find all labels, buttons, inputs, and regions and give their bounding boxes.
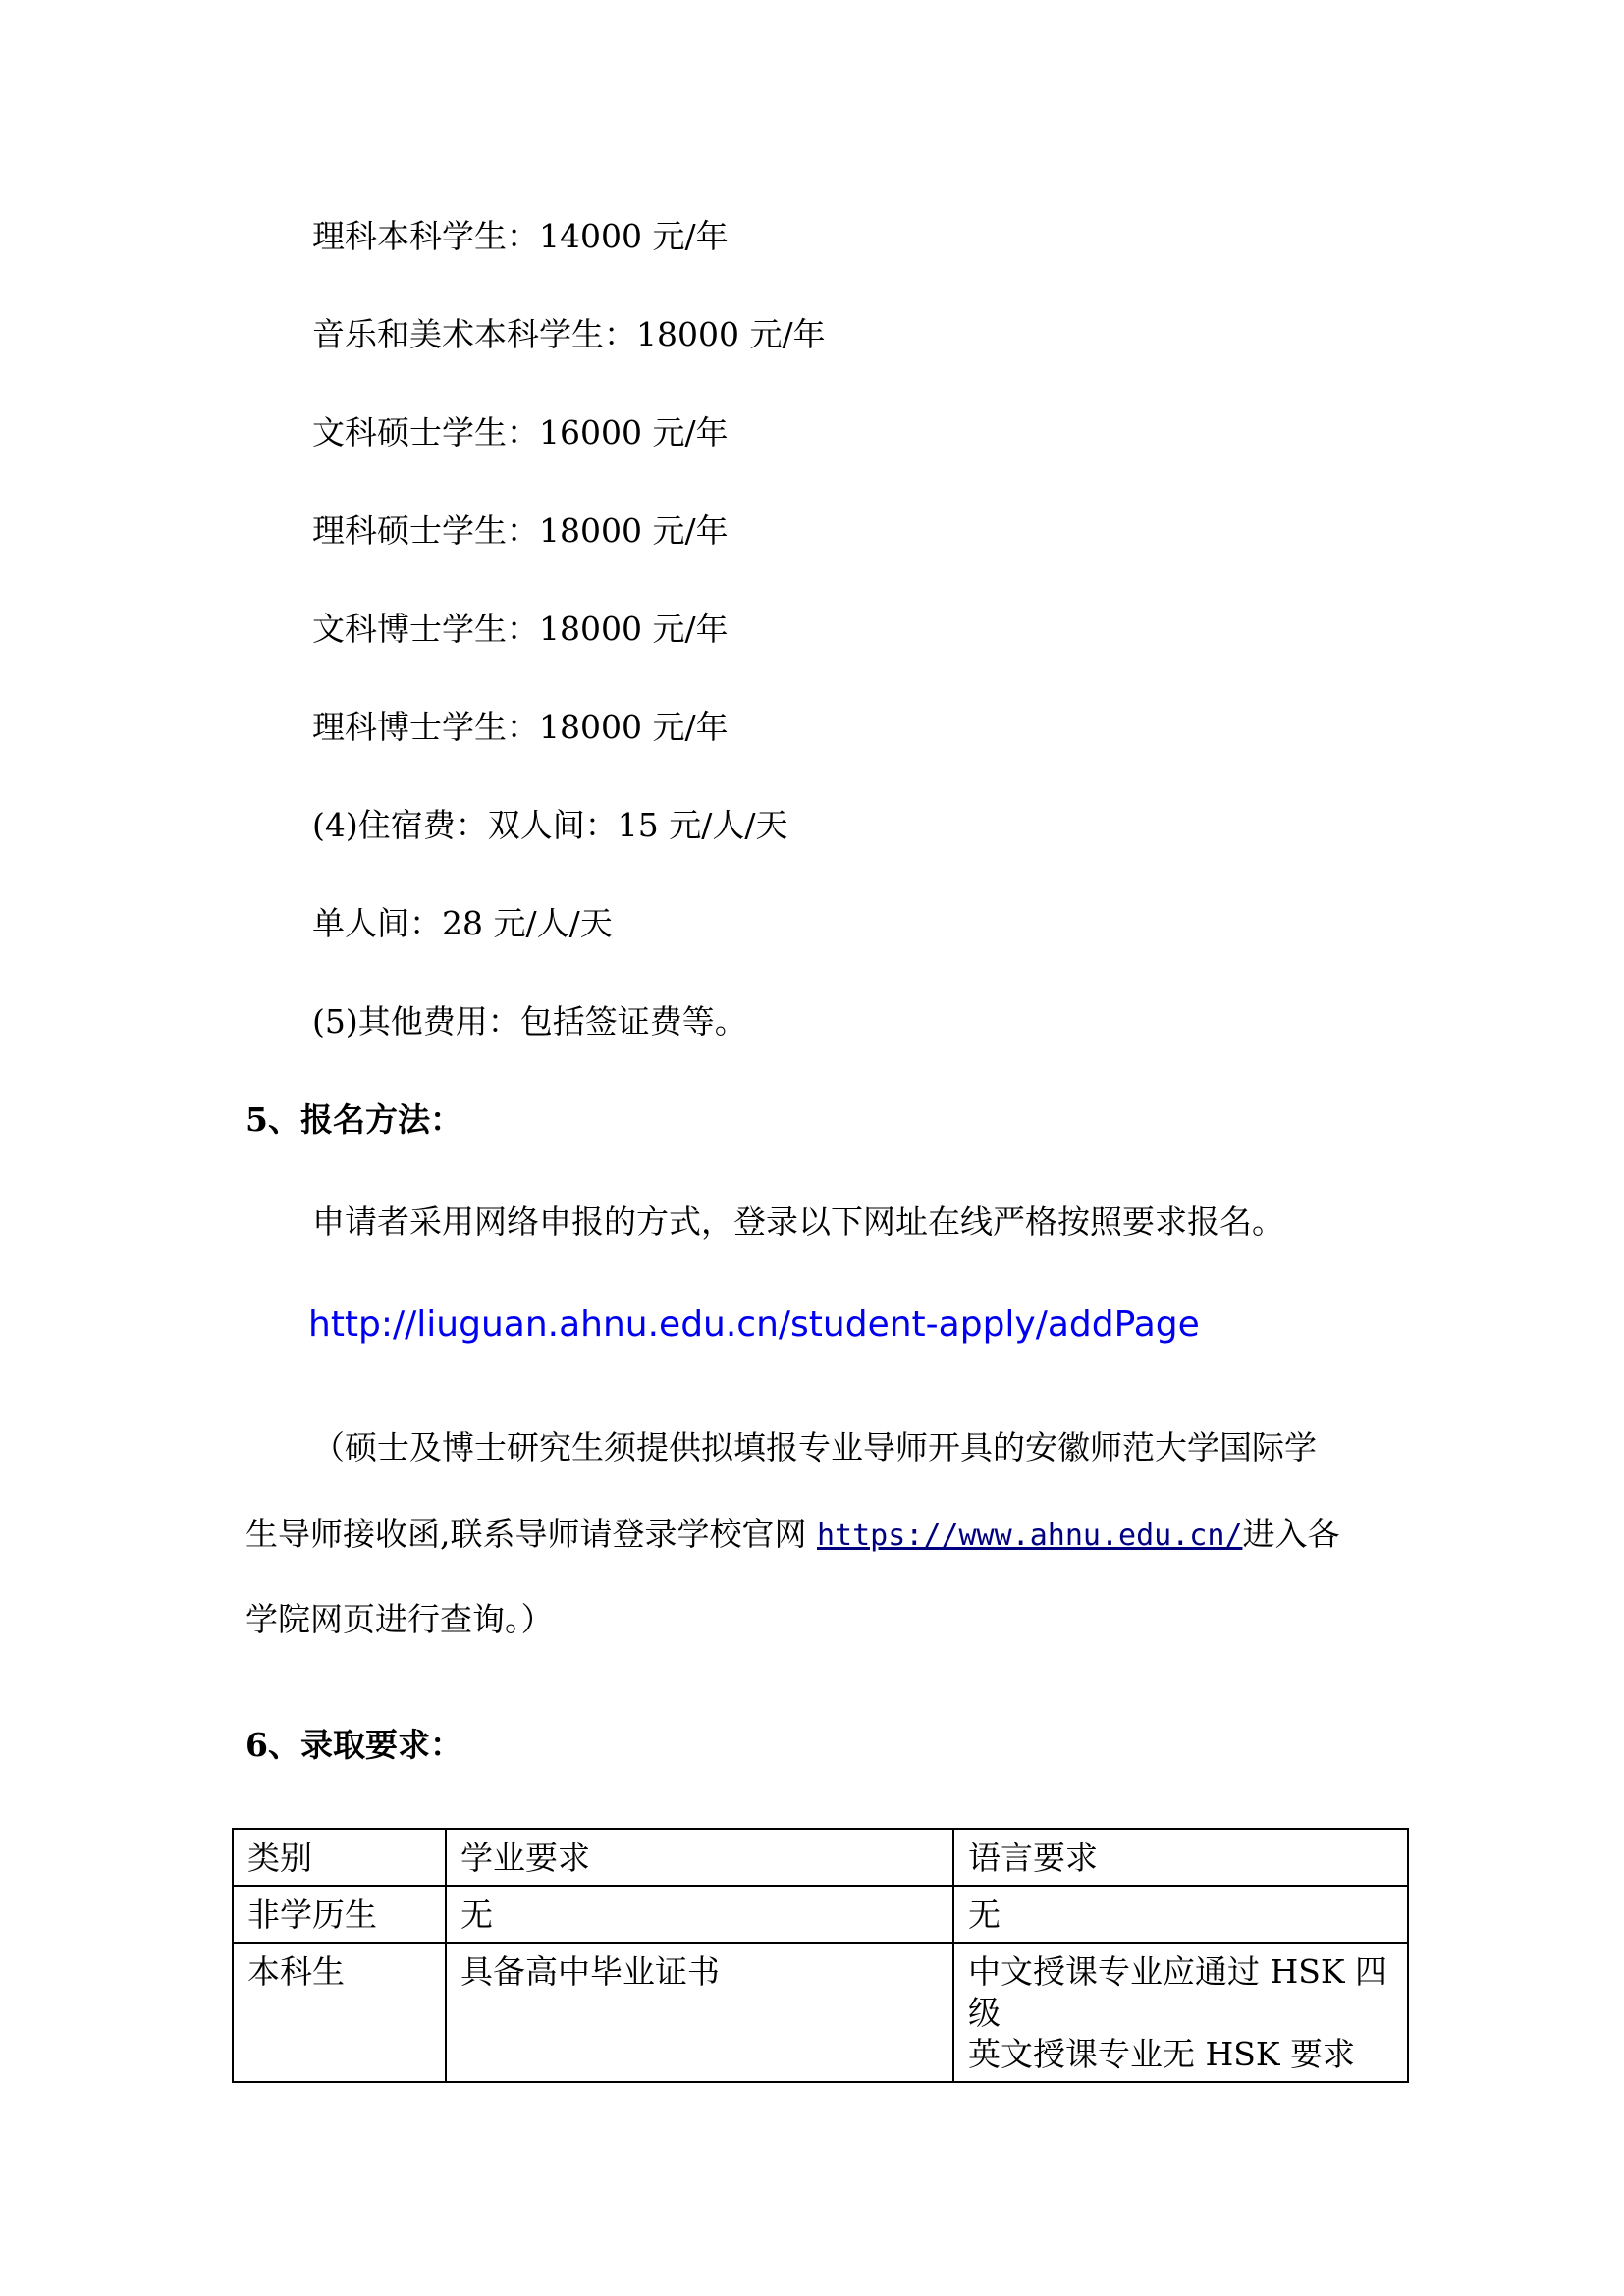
supervisor-note-line-2 bbox=[245, 1515, 1339, 1556]
table-header-language: 语言要求 bbox=[953, 1829, 1408, 1886]
fee-line-accommodation-single: 单人间：28 元/人/天 bbox=[312, 904, 613, 942]
table-row bbox=[233, 1943, 1408, 2082]
fee-line-liberal-master: 文科硕士学生：16000 元/年 bbox=[312, 413, 729, 452]
fee-line-science-master: 理科硕士学生：18000 元/年 bbox=[312, 511, 729, 550]
table-cell-category: 非学历生 bbox=[233, 1886, 446, 1943]
school-website-link[interactable]: https://www.ahnu.edu.cn/ bbox=[816, 1519, 1243, 1553]
application-intro: 申请者采用网络申报的方式，登录以下网址在线严格按照要求报名。 bbox=[312, 1202, 1284, 1241]
table-cell-academic: 具备高中毕业证书 bbox=[446, 1943, 953, 2082]
language-requirement-english: 英文授课专业无 HSK 要求 bbox=[968, 2035, 1356, 2073]
admission-requirements-table bbox=[232, 1828, 1409, 2083]
table-row bbox=[233, 1886, 1408, 1943]
table-cell-language: 无 bbox=[953, 1886, 1408, 1943]
fee-line-accommodation-double: (4)住宿费：双人间：15 元/人/天 bbox=[312, 806, 788, 844]
section-heading-application: 5、报名方法： bbox=[245, 1100, 462, 1139]
table-header-academic: 学业要求 bbox=[446, 1829, 953, 1886]
table-cell-language bbox=[953, 1943, 1408, 2082]
application-url-link[interactable]: http://liuguan.ahnu.edu.cn/student-apply/addPage bbox=[308, 1305, 1200, 1345]
language-requirement-chinese: 中文授课专业应通过 HSK 四级 bbox=[968, 1952, 1388, 2032]
supervisor-note-text-after: 进入各 bbox=[1242, 1515, 1340, 1553]
supervisor-note-line-1: （硕士及博士研究生须提供拟填报专业导师开具的安徽师范大学国际学 bbox=[312, 1428, 1317, 1467]
section-heading-admission: 6、录取要求： bbox=[245, 1726, 462, 1764]
table-cell-academic: 无 bbox=[446, 1886, 953, 1943]
fee-line-other: (5)其他费用：包括签证费等。 bbox=[312, 1002, 747, 1041]
fee-line-liberal-phd: 文科博士学生：18000 元/年 bbox=[312, 610, 729, 648]
table-header-category: 类别 bbox=[233, 1829, 446, 1886]
supervisor-note-text: 生导师接收函,联系导师请登录学校官网 bbox=[245, 1515, 817, 1553]
table-cell-category: 本科生 bbox=[233, 1943, 446, 2082]
table-header-row bbox=[233, 1829, 1408, 1886]
supervisor-note-line-3: 学院网页进行查询。） bbox=[245, 1600, 554, 1638]
fee-line-science-phd: 理科博士学生：18000 元/年 bbox=[312, 708, 729, 746]
fee-line-arts-music-undergrad: 音乐和美术本科学生：18000 元/年 bbox=[312, 315, 826, 353]
fee-line-science-undergrad: 理科本科学生：14000 元/年 bbox=[312, 217, 729, 255]
